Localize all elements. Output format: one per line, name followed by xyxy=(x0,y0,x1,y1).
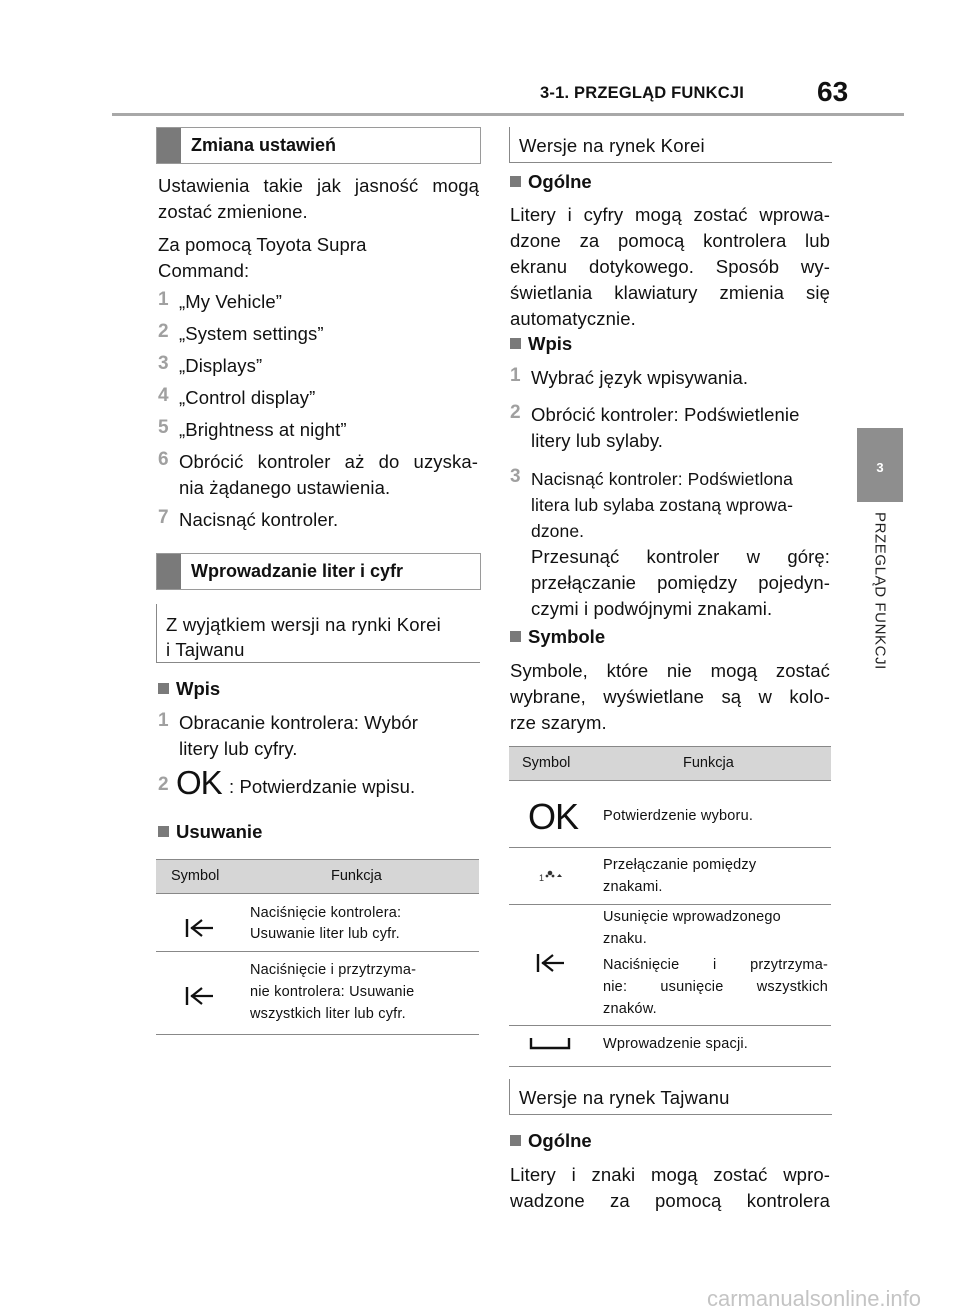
using-line-1: Za pomocą Toyota Supra xyxy=(158,234,367,255)
step-text: litery lub cyfry. xyxy=(179,738,298,759)
table-row-divider xyxy=(509,1066,831,1067)
table-header xyxy=(156,859,479,894)
table-cell: znaków. xyxy=(603,1001,657,1017)
square-bullet-icon xyxy=(510,1135,521,1146)
table-cell: wszystkich liter lub cyfr. xyxy=(250,1006,406,1022)
body-line: Litery i znaki mogą zostać wpro- xyxy=(510,1164,830,1185)
step-text: „Control display” xyxy=(179,387,316,408)
bullet-heading-wpis: Wpis xyxy=(510,333,572,355)
using-line-2: Command: xyxy=(158,260,250,281)
bullet-heading-usuwanie: Usuwanie xyxy=(158,821,262,843)
column-header-symbol: Symbol xyxy=(171,868,220,884)
bullet-heading-ogolne: Ogólne xyxy=(510,171,592,193)
table-cell: Potwierdzenie wyboru. xyxy=(603,808,754,824)
table-row-divider xyxy=(156,1034,479,1035)
body-line: wybrane, wyświetlane są w kolo- xyxy=(510,686,830,707)
table-cell: Naciśnięcie i przytrzyma- xyxy=(250,962,417,978)
table-cell: Naciśnięcie i przytrzyma- xyxy=(603,957,828,973)
intro-line-2: zostać zmienione. xyxy=(158,201,308,222)
chapter-number: 3 xyxy=(876,460,884,475)
step-text: czymi i podwójnymi znakami. xyxy=(531,598,773,619)
column-header-function: Funkcja xyxy=(683,755,734,771)
body-line: ekranu dotykowego. Sposób wy- xyxy=(510,256,830,277)
subheading-except-korea-taiwan xyxy=(156,604,480,663)
step-text: „Brightness at night” xyxy=(179,419,347,440)
table-cell: Usuwanie liter lub cyfr. xyxy=(250,926,400,942)
bullet-heading-ogolne: Ogólne xyxy=(510,1130,592,1152)
table-row-divider xyxy=(156,951,479,952)
square-bullet-icon xyxy=(158,826,169,837)
section-heading-bar xyxy=(157,554,181,589)
column-header-function: Funkcja xyxy=(331,868,382,884)
running-header-section: 3-1. PRZEGLĄD FUNKCJI xyxy=(540,84,745,102)
step-text: przełączanie pomiędzy pojedyn- xyxy=(531,572,830,593)
body-line: dzone za pomocą kontrolera lub xyxy=(510,230,830,251)
step-number: 3 xyxy=(158,353,169,374)
step-text: Nacisnąć kontroler: Podświetlona xyxy=(531,469,793,489)
step-number: 6 xyxy=(158,449,169,470)
table-header xyxy=(509,746,831,781)
table-row-divider xyxy=(509,847,831,848)
body-line: wadzone za pomocą kontrolera xyxy=(510,1190,830,1211)
section-heading-text: Zmiana ustawień xyxy=(191,135,337,155)
step-text: nia żądanego ustawienia. xyxy=(179,477,391,498)
step-text: litera lub sylaba zostaną wprowa- xyxy=(531,495,794,515)
step-number: 1 xyxy=(510,365,521,386)
backspace-icon xyxy=(185,985,215,1007)
table-cell: znaku. xyxy=(603,931,647,947)
body-line: Symbole, które nie mogą zostać xyxy=(510,660,830,681)
step-text: Obracanie kontrolera: Wybór xyxy=(179,712,419,733)
header-rule xyxy=(112,113,904,116)
step-text: : Potwierdzanie wpisu. xyxy=(229,776,416,797)
step-text: Nacisnąć kontroler. xyxy=(179,509,339,530)
step-number: 2 xyxy=(158,321,169,342)
subheading-line: Z wyjątkiem wersji na rynki Korei xyxy=(166,614,441,635)
step-number: 4 xyxy=(158,385,169,406)
subheading-text: Wersje na rynek Korei xyxy=(519,135,705,156)
watermark: carmanualsonline.info xyxy=(707,1286,922,1311)
step-text: „System settings” xyxy=(179,323,324,344)
body-line: automatycznie. xyxy=(510,308,636,329)
section-heading-bar xyxy=(157,128,181,163)
table-cell: znakami. xyxy=(603,879,663,895)
square-bullet-icon xyxy=(510,338,521,349)
step-text: Wybrać język wpisywania. xyxy=(531,367,749,388)
square-bullet-icon xyxy=(510,631,521,642)
section-heading-wprowadzanie xyxy=(156,553,481,590)
step-text: dzone. xyxy=(531,521,585,541)
step-text: „Displays” xyxy=(179,355,263,376)
ok-icon: OK xyxy=(176,764,222,801)
bullet-heading-wpis: Wpis xyxy=(158,678,220,700)
body-line: świetlania klawiatury zmienia się xyxy=(510,282,830,303)
step-number: 3 xyxy=(510,466,521,487)
step-text: Przesunąć kontroler w górę: xyxy=(531,546,830,567)
section-heading-text: Wprowadzanie liter i cyfr xyxy=(191,561,404,581)
table-cell: Przełączanie pomiędzy xyxy=(603,857,757,873)
step-text: litery lub sylaby. xyxy=(531,430,664,451)
backspace-icon xyxy=(185,917,215,939)
backspace-icon xyxy=(536,952,566,974)
step-number: 2 xyxy=(158,774,169,795)
step-number: 2 xyxy=(510,402,521,423)
subheading-korea xyxy=(509,127,832,163)
step-number: 1 xyxy=(158,710,169,731)
step-text: „My Vehicle” xyxy=(179,291,282,312)
table-cell: nie kontrolera: Usuwanie xyxy=(250,984,415,1000)
table-row-divider xyxy=(509,904,831,905)
square-bullet-icon xyxy=(510,176,521,187)
step-number: 5 xyxy=(158,417,169,438)
section-heading-zmiana-ustawien xyxy=(156,127,481,164)
switch-characters-icon xyxy=(539,866,563,884)
table-cell: Naciśnięcie kontrolera: xyxy=(250,905,402,921)
intro-line-1: Ustawienia takie jak jasność mogą xyxy=(158,175,479,196)
table-row-divider xyxy=(509,1025,831,1026)
bullet-heading-symbole: Symbole xyxy=(510,626,605,648)
space-icon xyxy=(529,1036,571,1050)
square-bullet-icon xyxy=(158,683,169,694)
step-text: Obrócić kontroler aż do uzyska- xyxy=(179,451,478,472)
step-number: 7 xyxy=(158,507,169,528)
body-line: rze szarym. xyxy=(510,712,607,733)
step-number: 1 xyxy=(158,289,169,310)
ok-icon: OK xyxy=(528,796,579,837)
table-cell: nie: usunięcie wszystkich xyxy=(603,979,828,995)
subheading-taiwan xyxy=(509,1079,832,1115)
chapter-label: PRZEGLĄD FUNKCJI xyxy=(871,512,889,670)
svg-text:1: 1 xyxy=(539,873,545,883)
table-cell: Usunięcie wprowadzonego xyxy=(603,909,781,925)
body-line: Litery i cyfry mogą zostać wprowa- xyxy=(510,204,830,225)
page-number: 63 xyxy=(817,76,849,107)
subheading-text: Wersje na rynek Tajwanu xyxy=(519,1087,730,1108)
table-cell: Wprowadzenie spacji. xyxy=(603,1036,749,1052)
subheading-line: i Tajwanu xyxy=(166,639,245,660)
step-text: Obrócić kontroler: Podświetlenie xyxy=(531,404,800,425)
column-header-symbol: Symbol xyxy=(522,755,571,771)
